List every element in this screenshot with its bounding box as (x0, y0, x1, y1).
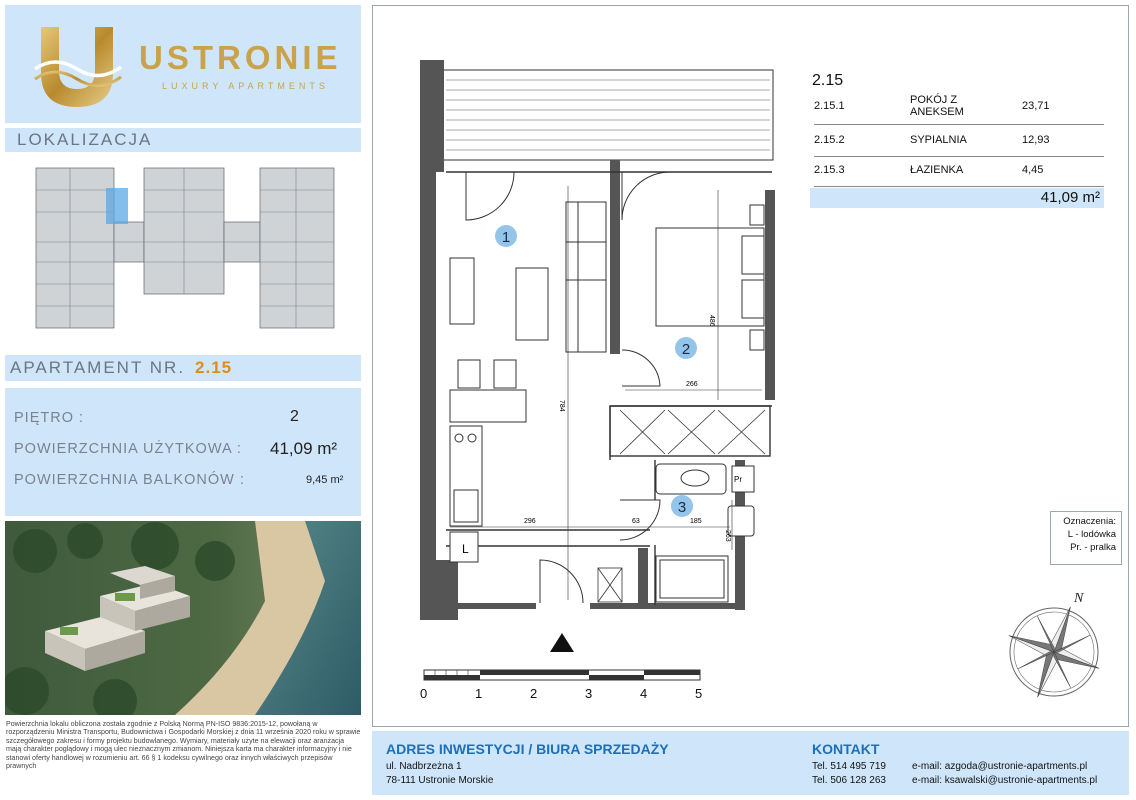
balcony-value: 9,45 m² (306, 474, 344, 486)
logo-icon (33, 19, 123, 115)
area-label: POWIERZCHNIA UŻYTKOWA : (14, 441, 242, 457)
scale-bar (420, 668, 710, 684)
legend-box (1050, 511, 1122, 565)
floor-plan (410, 60, 790, 660)
apartment-highlight (106, 188, 128, 224)
apartment-number: 2.15 (195, 358, 233, 377)
table-row (814, 130, 1104, 157)
fridge-letter: L (462, 542, 469, 556)
legend-item: L - lodówka (1067, 529, 1116, 540)
dim-486: 486 (708, 315, 715, 327)
rooms-table-title: 2.15 (812, 72, 844, 89)
table-row (814, 94, 1104, 125)
dining-table (516, 268, 548, 340)
apartment-title (10, 358, 232, 378)
room-area: 4,45 (1022, 164, 1044, 176)
dim-63: 63 (632, 518, 640, 525)
floor-value: 2 (290, 408, 299, 425)
dim-784: 784 (558, 400, 565, 412)
room-id: 2.15.2 (814, 134, 845, 146)
dim-185: 185 (690, 518, 702, 525)
dim-296: 296 (524, 518, 536, 525)
address-title: ADRES INWESTYCJI / BIURA SPRZEDAŻY (386, 741, 669, 757)
apartment-title-label: APARTAMENT NR. (10, 358, 186, 377)
legend-item: Pr. - pralka (1070, 542, 1116, 553)
email-2[interactable]: e-mail: ksawalski@ustronie-apartments.pl (912, 775, 1098, 786)
room-id: 2.15.1 (814, 100, 845, 112)
balcony-label: POWIERZCHNIA BALKONÓW : (14, 472, 245, 488)
location-header (5, 128, 361, 152)
building-rendering (5, 521, 361, 715)
logo-panel (5, 5, 361, 123)
room-3-marker[interactable] (671, 495, 693, 517)
kitchen-counter (450, 390, 526, 422)
legend-title: Oznaczenia: (1063, 516, 1116, 527)
table-row (814, 160, 1104, 187)
address-line-1: ul. Nadbrzeżna 1 (386, 761, 462, 772)
room-area: 12,93 (1022, 134, 1050, 146)
room-3-number: 3 (677, 499, 687, 516)
location-map (30, 162, 340, 338)
scale-label-3: 3 (585, 686, 593, 701)
room-name: ŁAZIENKA (910, 164, 964, 176)
floor-label: PIĘTRO : (14, 410, 85, 426)
legal-note: Powierzchnia lokalu obliczona została zgodnie z Polską Normą PN-ISO 9836:2015-12, powołaną w rozporządzeniu Ministra Transportu, Budownictwa i Gospodarki Morskiej z dnia 11 września 2020 roku w sprawie szczegółowego zakresu i formy projektu budowlanego. Wymiary, materiały użyte na elewacji oraz aranżacja mają charakter poglądowy i mogą ulec nieznacznym zmianom. Niniejsza karta ma charakter informacyjny i nie stanowi oferty handlowej w rozumieniu art. 66 § 1 kodeksu cywilnego oraz innych właściwych przepisów prawnych (6, 720, 361, 771)
brand-name: USTRONIE (139, 39, 342, 76)
scale-label-0: 0 (420, 686, 428, 701)
contact-title: KONTAKT (812, 741, 880, 757)
compass-icon (1000, 590, 1110, 710)
scale-label-1: 1 (475, 686, 483, 701)
area-value: 41,09 m² (270, 439, 338, 458)
total-area-row (810, 188, 1104, 208)
room-name: POKÓJ Z ANEKSEM (910, 94, 964, 118)
room-2-number: 2 (681, 341, 691, 358)
compass-north: N (1074, 591, 1084, 606)
location-title: LOKALIZACJA (17, 130, 153, 149)
room-id: 2.15.3 (814, 164, 845, 176)
room-2-marker[interactable] (675, 337, 697, 359)
sofa (566, 202, 606, 352)
balcony (443, 70, 773, 160)
washer-label: Pr (734, 475, 742, 484)
scale-label-4: 4 (640, 686, 648, 701)
total-area: 41,09 m² (1040, 189, 1100, 206)
entrance-arrow-icon (550, 633, 574, 652)
scale-label-2: 2 (530, 686, 538, 701)
phone-2[interactable]: Tel. 506 128 263 (812, 775, 886, 786)
room-area: 23,71 (1022, 100, 1050, 112)
room-1-marker[interactable] (495, 225, 517, 247)
brand-tagline: LUXURY APARTMENTS (162, 81, 329, 91)
email-1[interactable]: e-mail: azgoda@ustronie-apartments.pl (912, 761, 1088, 772)
dim-263: 263 (724, 530, 731, 542)
scale-label-5: 5 (695, 686, 703, 701)
tv-unit (450, 258, 474, 324)
room-1-number: 1 (501, 229, 511, 246)
phone-1[interactable]: Tel. 514 495 719 (812, 761, 886, 772)
bed (656, 205, 764, 350)
address-line-2: 78-111 Ustronie Morskie (386, 775, 494, 786)
dim-266: 266 (686, 381, 698, 388)
room-name: SYPIALNIA (910, 134, 967, 146)
